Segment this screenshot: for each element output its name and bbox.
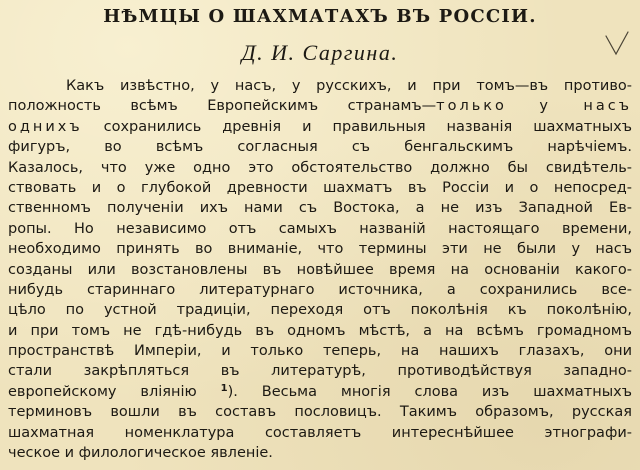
footnote-reference[interactable]: 1 bbox=[220, 382, 228, 394]
text-line: ческое и филологическое явленіе. bbox=[8, 445, 273, 462]
pencil-check-mark-icon bbox=[602, 30, 632, 60]
article-paragraph bbox=[8, 76, 632, 463]
text-line: ственномъ полученіи ихъ нами съ Востока, а не изъ Западной Ев- bbox=[8, 200, 632, 217]
text-line: Какъ извѣстно, у насъ, у русскихъ, и при томъ—въ противо- bbox=[66, 78, 632, 94]
emphasized-text: только у насъ bbox=[436, 98, 632, 115]
text-line: созданы или возстановлены въ новѣйшее время на основаніи какого- bbox=[8, 261, 632, 278]
text-line: и при томъ не гдѣ-нибудь въ одномъ мѣстѣ, а на всѣмъ громадномъ bbox=[8, 322, 632, 339]
text-line: фигуръ, во всѣмъ согласныя съ бенгальскимъ нарѣчіемъ. bbox=[8, 139, 632, 156]
article-title: НѢМЦЫ О ШАХМАТАХЪ ВЪ РОССІИ. bbox=[103, 6, 537, 27]
article-author: Д. И. Саргина. bbox=[241, 40, 399, 65]
text-line: однихъ сохранились древнія и правильныя названія шахматныхъ bbox=[8, 118, 632, 135]
text-line: нибудь стариннаго литературнаго источника, а сохранились все- bbox=[8, 281, 632, 298]
emphasized-text: однихъ bbox=[8, 118, 83, 135]
text-line: европейскому вліянію $^1$). Весьма многія слова изъ шахматныхъ bbox=[8, 382, 632, 400]
text-line: пространствѣ Имперіи, и только теперь, на нашихъ глазахъ, они bbox=[8, 343, 632, 360]
text-line: шахматная номенклатура составляетъ интереснѣйшее этнографи- bbox=[8, 424, 632, 441]
text-line: Казалось, что уже одно это обстоятельство должно бы свидѣтель- bbox=[8, 159, 632, 176]
text-line: необходимо принять во вниманіе, что термины эти не были у насъ bbox=[8, 241, 632, 258]
text-line: стали закрѣпляться въ литературѣ, противодѣйствуя западно- bbox=[8, 363, 632, 380]
text-line: ропы. Но независимо отъ самыхъ названій настоящаго времени, bbox=[8, 220, 632, 237]
text-line: положность всѣмъ Европейскимъ странамъ—только у насъ bbox=[8, 98, 632, 115]
text-line: ствовать и о глубокой древности шахматъ въ Россіи и о непосред- bbox=[8, 179, 632, 196]
text-line: терминовъ вошли въ составъ пословицъ. Такимъ образомъ, русская bbox=[8, 404, 632, 421]
text-line: цѣло по устной традиціи, переходя отъ поколѣнія къ поколѣнію, bbox=[8, 302, 632, 319]
